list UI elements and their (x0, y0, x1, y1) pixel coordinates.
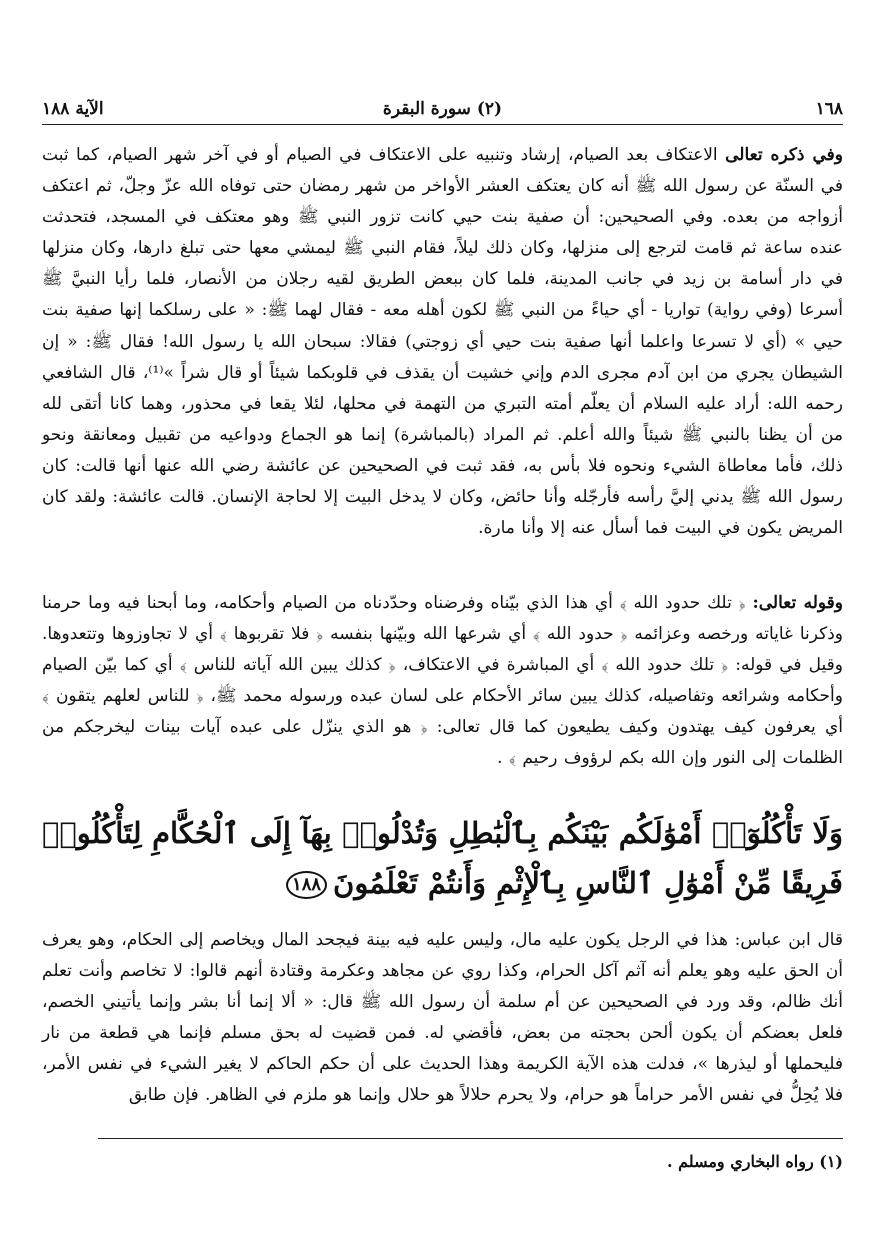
paragraph-text: قال ابن عباس: هذا في الرجل يكون عليه مال، وليس عليه فيه بينة فيجحد المال ويخاصم إلى الحكام، وهو يعرف أن الحق عليه وهو يعلم أنه آثم آكل الحرام، وكذا روي عن مجاهد وعكرمة وقتادة أنهم قالوا: لا تخاصم وأنت تعلم أنك ظالم، وقد ورد في الصحيحين عن أم سلمة أن رسول الله ﷺ قال: « ألا إنما أنا بشر وإنما يأتيني الخصم، فلعل بعضكم أن يكون ألحن بحجته من بعض، فأقضي له. فمن قضيت له بحق مسلم فإنما هي قطعة من نار فليحملها أو ليذرها »، فدلت هذه الآية الكريمة وهذا الحديث على أن حكم الحاكم لا يغير الشيء في نفس الأمر، فلا يُحِلُّ في نفس الأمر حراماً هو حرام، ولا يحرم حلالاً هو حلال وإنما هو ملزم في الظاهر. فإن طابق (42, 930, 843, 1106)
quran-verse (42, 808, 843, 908)
paragraph-lead: وقوله تعالى: (752, 593, 843, 613)
page-number: ١٦٨ (815, 99, 843, 119)
footnote-divider (98, 1138, 843, 1139)
commentary-paragraph-1 (42, 140, 843, 544)
paragraph-lead: وفي ذكره تعالى (725, 145, 843, 165)
verse-text: وَلَا تَأْكُلُوٓا۟ أَمْوَٰلَكُم بَيْنَكُم بِٱلْبَٰطِلِ وَتُدْلُوا۟ بِهَآ إِلَى ٱلْحُكَّامِ لِتَأْكُلُوا۟ فَرِيقًا مِّنْ أَمْوَٰلِ ٱلنَّاسِ بِٱلْإِثْمِ وَأَنتُمْ تَعْلَمُونَ (42, 816, 843, 900)
header-divider (42, 124, 843, 125)
ayah-number-marker: ١٨٨ (286, 871, 327, 899)
footnote: (١) رواه البخاري ومسلم . (667, 1152, 843, 1171)
page-header (42, 96, 843, 122)
paragraph-text: الاعتكاف بعد الصيام، إرشاد وتنبيه على الاعتكاف في الصيام أو في آخر شهر الصيام، كما ثبت في السنّة عن رسول الله ﷺ أنه كان يعتكف العشر الأواخر من شهر رمضان حتى توفاه الله عزّ وجلّ، ثم اعتكف أزواجه من بعده. وفي الصحيحين: أن صفية بنت حيي كانت تزور النبي ﷺ وهو معتكف في المسجد، فتحدثت عنده ساعة ثم قامت لترجع إلى منزلها، وكان ذلك ليلاً، فقام النبي ﷺ ليمشي معها حتى تبلغ دارها، وكان منزلها في دار أسامة بن زيد في جانب المدينة، فلما كان ببعض الطريق لقيه رجلان من الأنصار، فلما رأيا النبيَّ ﷺ أسرعا (وفي رواية) تواريا - أي حياءً من النبي ﷺ لكون أهله معه - فقال لهما ﷺ: « على رسلكما إنها صفية بنت حيي » (أي لا تسرعا واعلما أنها صفية بنت حيي أي زوجتي) فقالا: سبحان الله يا رسول الله! فقال ﷺ: « إن الشيطان يجري من ابن آدم مجرى الدم وإني خشيت أن يقذف في قلوبكما شيئاً أو قال شراً »⁽¹⁾، قال الشافعي رحمه الله: أراد عليه السلام أن يعلّم أمته التبري من التهمة في محلها، لئلا يقعا في محذور، وهما كانا أتقى لله من أن يظنا بالنبي ﷺ شيئاً والله أعلم. ثم المراد (بالمباشرة) إنما هو الجماع ودواعيه من تقبيل ومعانقة ونحو ذلك، فأما معاطاة الشيء ونحوه فلا بأس به، فقد ثبت في الصحيحين عن عائشة رضي الله عنها أنها قالت: كان رسول الله ﷺ يدني إليَّ رأسه فأرجّله وأنا حائض، وكان لا يدخل البيت إلا لحاجة الإنسان. قالت عائشة: ولقد كان المريض يكون في البيت فما أسأل عنه إلا وأنا مارة. (42, 145, 843, 539)
surah-title: (٢) سورة البقرة (382, 99, 503, 119)
ayah-reference: الآية ١٨٨ (42, 99, 104, 119)
commentary-paragraph-3 (42, 925, 843, 1112)
commentary-paragraph-2 (42, 588, 843, 775)
paragraph-text: ﴿ تلك حدود الله ﴾ أي هذا الذي بيّناه وفرضناه وحدّدناه من الصيام وأحكامه، وما أبحنا فيه وما حرمنا وذكرنا غاياته ورخصه وعزائمه ﴿ حدود الله ﴾ أي شرعها الله وبيّنها بنفسه ﴿ فلا تقربوها ﴾ أي لا تجاوزوها وتتعدوها. وقيل في قوله: ﴿ تلك حدود الله ﴾ أي المباشرة في الاعتكاف، ﴿ كذلك يبين الله آياته للناس ﴾ أي كما بيّن الصيام وأحكامه وشرائعه وتفاصيله، كذلك يبين سائر الأحكام على لسان عبده ورسوله محمد ﷺ، ﴿ للناس لعلهم يتقون ﴾ أي يعرفون كيف يهتدون وكيف يطيعون كما قال تعالى: ﴿ هو الذي ينزّل على عبده آيات بينات ليخرجكم من الظلمات إلى النور وإن الله بكم لرؤوف رحيم ﴾ . (42, 593, 843, 769)
